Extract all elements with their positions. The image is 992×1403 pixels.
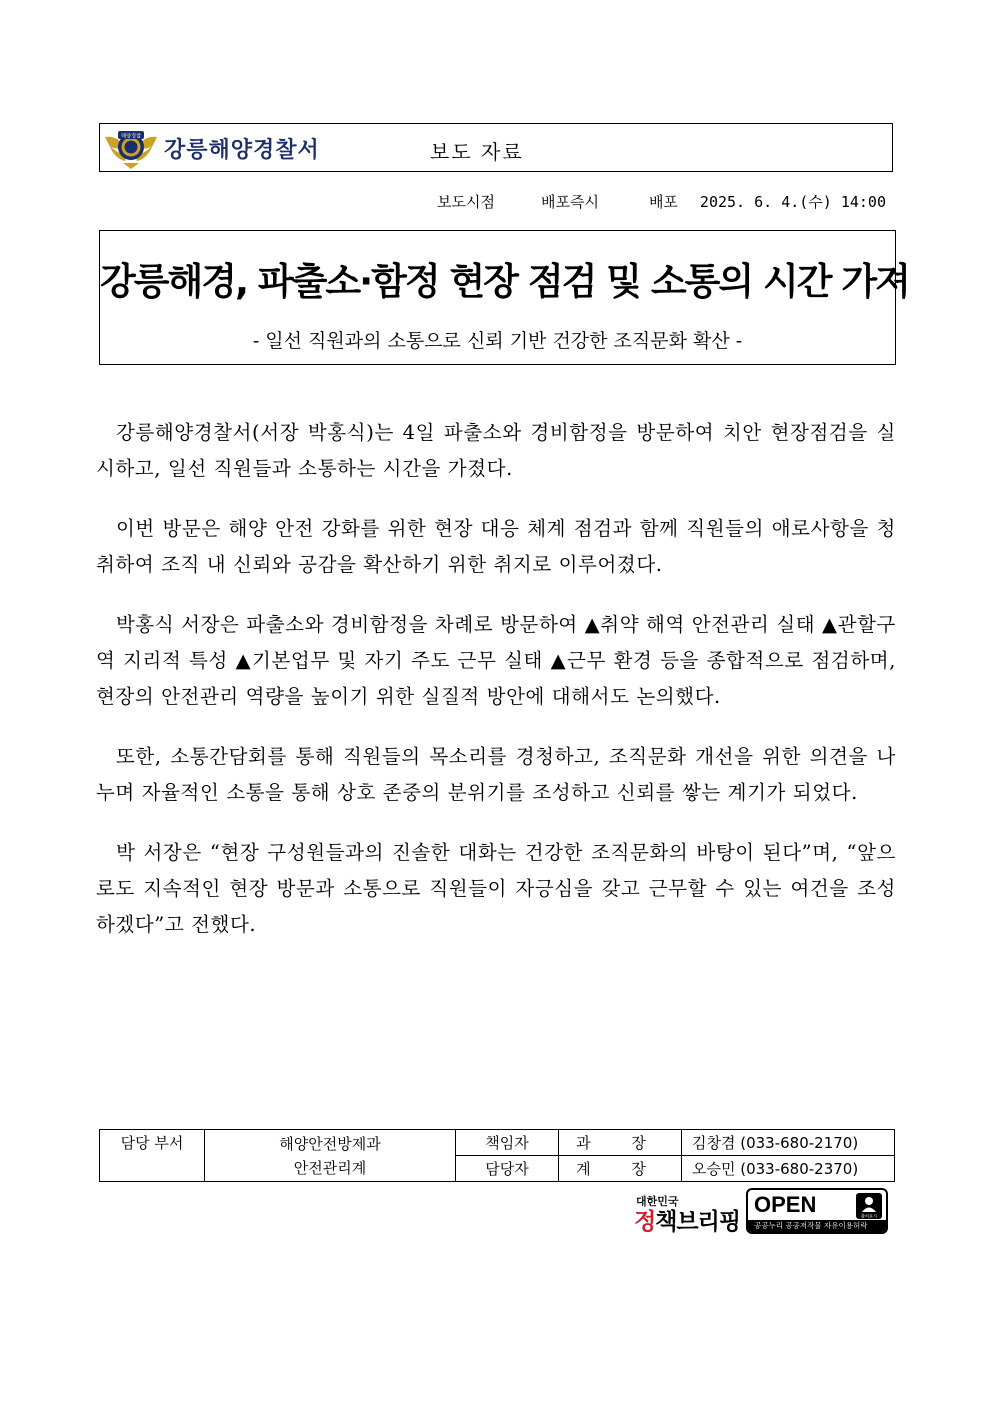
brief-logo-top: 대한민국 <box>636 1195 679 1208</box>
headline-box <box>99 230 909 365</box>
brief-logo-red: 정 <box>634 1209 656 1235</box>
svg-text:출처표시: 출처표시 <box>860 1213 878 1219</box>
distribution-label: 배포 <box>648 193 678 211</box>
open-word: OPEN <box>754 1192 817 1217</box>
svg-text:해양경찰: 해양경찰 <box>120 133 142 140</box>
release-label: 보도시점 <box>437 193 495 211</box>
doc-type-title: 보도 자료 <box>430 140 524 164</box>
article-body <box>96 415 896 967</box>
role-cell: 담당자 <box>456 1156 559 1182</box>
dept-value <box>205 1130 456 1182</box>
paragraph: 박홍식 서장은 파출소와 경비함정을 차례로 방문하여 ▲취약 해역 안전관리 실태 ▲관할구역 지리적 특성 ▲기본업무 및 자기 주도 근무 실태 ▲근무 환경 등을 종합적으로 점검하며, 현장의 안전관리 역량을 높이기 위한 실질적 방안에 대해서도 논의했다. <box>96 613 896 708</box>
paragraph: 박 서장은 “현장 구성원들과의 진솔한 대화는 건강한 조직문화의 바탕이 된다”며, “앞으로도 지속적인 현장 방문과 소통으로 직원들이 자긍심을 갖고 근무할 수 있는 여건을 조성하겠다”고 전했다. <box>96 841 896 936</box>
title-cell: 계 장 <box>559 1156 682 1182</box>
role-cell: 책임자 <box>456 1130 559 1156</box>
brief-logo-rest: 책브리핑 <box>655 1209 741 1235</box>
headline-subtitle: - 일선 직원과의 소통으로 신뢰 기반 건강한 조직문화 확산 - <box>252 330 743 352</box>
dept-team: 안전관리계 <box>293 1158 367 1177</box>
release-timing-value: 배포즉시 <box>540 193 599 211</box>
person-cell: 오승민 (033-680-2370) <box>682 1156 895 1182</box>
coast-guard-emblem-icon <box>103 125 159 171</box>
headline-title: 강릉해경, 파출소·함정 현장 점검 및 소통의 시간 가져 <box>100 260 909 303</box>
org-name: 강릉해양경찰서 <box>164 138 320 163</box>
release-datetime: 2025. 6. 4.(수) 14:00 <box>699 193 886 211</box>
attribution-person-icon <box>856 1193 882 1219</box>
contact-table <box>99 1129 895 1182</box>
table-row <box>100 1130 895 1156</box>
dept-name: 해양안전방제과 <box>279 1134 381 1153</box>
paragraph: 또한, 소통간담회를 통해 직원들의 목소리를 경청하고, 조직문화 개선을 위한 의견을 나누며 자율적인 소통을 통해 상호 존중의 분위기를 조성하고 신뢰를 쌓는 계기가 되었다. <box>96 745 896 804</box>
paragraph: 이번 방문은 해양 안전 강화를 위한 현장 대응 체계 점검과 함께 직원들의 애로사항을 청취하여 조직 내 신뢰와 공감을 확산하기 위한 취지로 이루어졌다. <box>96 517 896 576</box>
dept-label: 담당 부서 <box>100 1130 205 1182</box>
header-box <box>99 123 893 172</box>
release-timing <box>437 191 886 212</box>
policy-briefing-logo <box>634 1193 741 1235</box>
open-license-badge <box>746 1188 888 1234</box>
open-license-strip: 공공누리 공공저작물 자유이용허락 <box>748 1220 886 1232</box>
paragraph: 강릉해양경찰서(서장 박홍식)는 4일 파출소와 경비함정을 방문하여 치안 현장점검을 실시하고, 일선 직원들과 소통하는 시간을 가졌다. <box>96 421 896 480</box>
title-cell: 과 장 <box>559 1130 682 1156</box>
brief-logo-main <box>634 1203 740 1236</box>
person-cell: 김창겸 (033-680-2170) <box>682 1130 895 1156</box>
